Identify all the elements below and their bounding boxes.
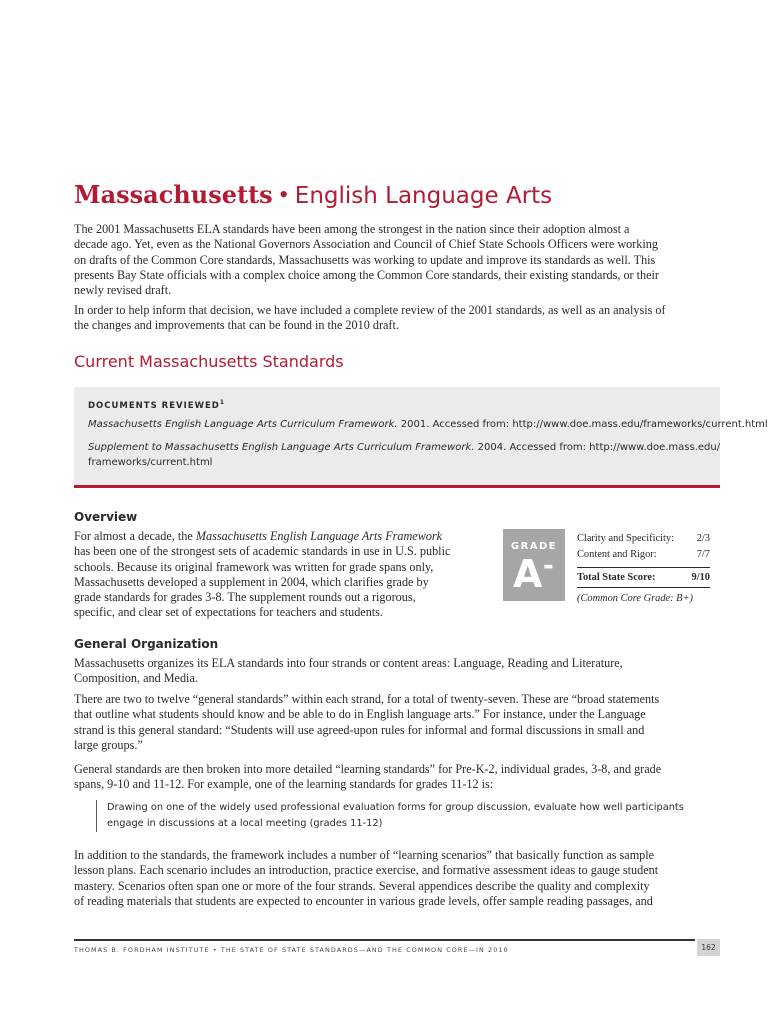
standard-quote bbox=[96, 800, 684, 832]
text-line: Massachusetts organizes its ELA standards into four strands or content areas: Language, Reading and Literature, bbox=[74, 656, 623, 670]
text-line: large groups.” bbox=[74, 737, 143, 752]
document-source[interactable]: 2001. Accessed from: http://www.doe.mass.edu/frameworks/current.html bbox=[397, 419, 768, 430]
overview-heading: Overview bbox=[74, 510, 138, 524]
grade-label: GRADE bbox=[510, 541, 558, 552]
intro-paragraph-2 bbox=[74, 303, 666, 334]
text-line: specific, and clear set of expectations for teachers and students. bbox=[74, 605, 383, 620]
text-line: The 2001 Massachusetts ELA standards have been among the strongest in the nation since their adoption almost a bbox=[74, 222, 630, 236]
page-number: 162 bbox=[697, 939, 720, 956]
general-org-paragraph-2 bbox=[74, 692, 659, 753]
score-label: Clarity and Specificity: bbox=[577, 533, 674, 544]
documents-label-text: DOCUMENTS REVIEWED bbox=[88, 400, 220, 411]
document-line bbox=[88, 440, 720, 455]
document-entry-1 bbox=[88, 417, 768, 432]
score-table bbox=[577, 531, 710, 607]
text-line: decade ago. Yet, even as the National Governors Association and Council of Chief State Schools Officers were working bbox=[74, 237, 658, 252]
text-line: mastery. Scenarios often span one or more of the four strands. Several appendices describe the quality and complexity bbox=[74, 878, 650, 893]
text-line: schools. Because its original framework was written for grade spans only, bbox=[74, 559, 434, 574]
text-line: Massachusetts developed a supplement in 2004, which clarifies grade by bbox=[74, 574, 429, 589]
title-state: Massachusetts bbox=[74, 180, 273, 209]
documents-reviewed-box bbox=[74, 387, 768, 488]
text-line: strand is this general standard: “Students will use agreed-upon rules for informal and formal discussions in small and bbox=[74, 722, 645, 737]
intro-paragraph-1 bbox=[74, 222, 659, 298]
text-line: Composition, and Media. bbox=[74, 671, 198, 686]
title-subject: English Language Arts bbox=[294, 183, 553, 209]
document-title: Supplement to Massachusetts English Language Arts Curriculum Framework. bbox=[88, 442, 475, 453]
text-line: In order to help inform that decision, we have included a complete review of the 2001 standards, as well as an analysis of bbox=[74, 303, 666, 317]
text-fragment: For almost a decade, the bbox=[74, 529, 196, 543]
framework-title: Massachusetts English Language Arts Framework bbox=[195, 529, 443, 543]
text-line: grade standards for grades 3-8. The supplement rounds out a rigorous, bbox=[74, 590, 416, 605]
quote-line: Drawing on one of the widely used professional evaluation forms for group discussion, evaluate how well participants bbox=[107, 802, 684, 813]
text-line: the changes and improvements that can be found in the 2010 draft. bbox=[74, 318, 399, 333]
page-title bbox=[74, 178, 552, 213]
score-value: 7/7 bbox=[696, 549, 710, 560]
text-line: that outline what students should know and be able to do in English language arts.” For instance, under the Language bbox=[74, 707, 646, 722]
general-org-paragraph-3 bbox=[74, 762, 661, 793]
score-value: 2/3 bbox=[696, 533, 710, 544]
score-row-content bbox=[577, 547, 710, 563]
document-entry-2 bbox=[88, 440, 720, 470]
overview-paragraph bbox=[74, 529, 450, 621]
text-line: newly revised draft. bbox=[74, 283, 172, 298]
score-value: 9/10 bbox=[691, 572, 710, 583]
text-line: lesson plans. Each scenario includes an introduction, practice exercise, and formative assessment ideas to gauge student bbox=[74, 863, 659, 878]
text-line: spans, 9-10 and 11-12. For example, one of the learning standards for grades 11-12 is: bbox=[74, 777, 494, 792]
general-org-paragraph-1 bbox=[74, 656, 623, 687]
quote-line: engage in discussions at a local meeting (grades 11-12) bbox=[107, 818, 383, 829]
score-label: Total State Score: bbox=[577, 572, 656, 583]
text-line: There are two to twelve “general standards” within each strand, for a total of twenty-seven. These are “broad statements bbox=[74, 692, 660, 706]
current-standards-heading: Current Massachusetts Standards bbox=[74, 352, 344, 371]
general-organization-heading: General Organization bbox=[74, 637, 219, 651]
footnote-marker: 1 bbox=[219, 399, 226, 406]
text-line: In addition to the standards, the framework includes a number of “learning scenarios” that basically function as sample bbox=[74, 848, 655, 862]
footer-divider bbox=[74, 939, 695, 941]
score-label: Content and Rigor: bbox=[577, 549, 657, 560]
text-line bbox=[74, 529, 450, 544]
document-source-continued[interactable]: frameworks/current.html bbox=[88, 457, 213, 468]
common-core-grade: (Common Core Grade: B+) bbox=[577, 593, 694, 604]
text-line: presents Bay State officials with a complex choice among the Common Core standards, their existing standards, or their bbox=[74, 267, 659, 282]
title-bullet: • bbox=[279, 180, 289, 209]
document-line bbox=[88, 417, 768, 432]
text-line: has been one of the strongest sets of academic standards in use in U.S. public bbox=[74, 544, 451, 559]
text-line: General standards are then broken into more detailed “learning standards” for Pre-K-2, individual grades, 3-8, and grade bbox=[74, 762, 662, 776]
grade-badge bbox=[503, 529, 565, 601]
grade-modifier: - bbox=[543, 551, 554, 581]
documents-reviewed-label bbox=[88, 399, 225, 411]
score-row-clarity bbox=[577, 531, 710, 547]
footer-running-title: THOMAS B. FORDHAM INSTITUTE • THE STATE OF STATE STANDARDS—AND THE COMMON CORE—IN 2010 bbox=[74, 946, 509, 954]
general-org-paragraph-4 bbox=[74, 848, 658, 909]
text-line: on drafts of the Common Core standards, Massachusetts was working to update and improve its standards as well. This bbox=[74, 252, 656, 267]
document-title: Massachusetts English Language Arts Curriculum Framework. bbox=[88, 419, 398, 430]
grade-letter: A bbox=[513, 552, 543, 596]
text-line: of reading materials that students are expected to encounter in various grade levels, offer sample reading passages, and bbox=[74, 893, 653, 908]
document-source[interactable]: 2004. Accessed from: http://www.doe.mass.edu/ bbox=[474, 442, 721, 453]
score-row-total bbox=[577, 567, 710, 588]
